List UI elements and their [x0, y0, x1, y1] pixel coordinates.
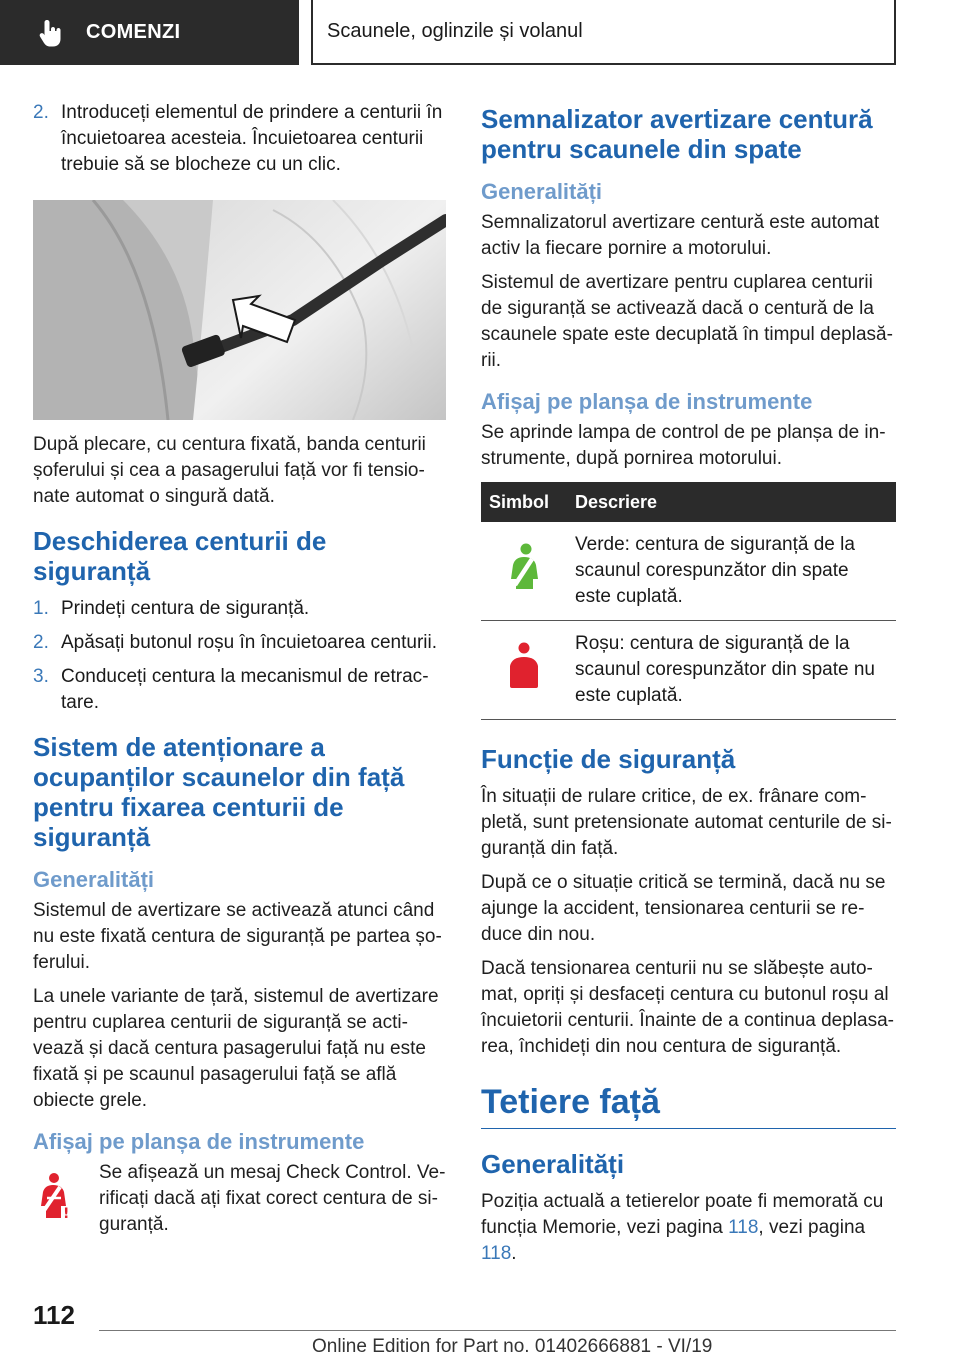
symbol-cell	[481, 522, 567, 621]
body-text: Dacă tensionarea centurii nu se slăbește automat, opriți și desfaceți centura cu butonul roșu al încuietorii centurii. Înainte de a continua deplasarea, închideți din nou centura de siguranță.	[481, 958, 894, 1057]
heading-front-seat-warning: Sistem de atenționare a ocupanților scaunelor din față pentru fixarea centurii de siguranță	[33, 732, 405, 852]
list-number: 2.	[33, 102, 49, 123]
body-text: La unele variante de țară, sistemul de avertizare pentru cuplarea centurii de siguranță se activează și dacă centura pasagerului față nu este fixată și pe scaunul pasagerului față se află obiecte grele.	[33, 986, 439, 1111]
description-cell: Verde: centura de siguranță de la scaunul corespunzător din spate este cuplată.	[567, 522, 896, 621]
list-text: Apăsați butonul roșu în încuietoarea centurii.	[61, 632, 438, 653]
description-cell: Roșu: centura de siguranță de la scaunul corespunzător din spate nu este cuplată.	[567, 621, 896, 720]
column-header-symbol: Simbol	[481, 482, 567, 522]
body-text: Semnalizatorul avertizare centură este automat activ la fiecare pornire a motorului.	[481, 212, 880, 259]
list-text: Prindeți centura de siguranță.	[61, 598, 310, 619]
body-text: Sistemul de avertizare se activează atunci când nu este fixată centura de siguranță pe partea șoferului.	[33, 900, 442, 973]
seatbelt-buckled-icon	[504, 575, 544, 596]
section-label: COMENZI	[86, 21, 181, 43]
table-header-row	[481, 482, 896, 522]
page-link[interactable]: 118	[728, 1217, 759, 1238]
heading-rear-seat-warning: Semnalizator avertizare centură pentru scaunele din spate	[481, 104, 873, 164]
subheading-general: Generalități	[33, 867, 155, 892]
svg-text:!: !	[63, 1206, 70, 1222]
list-text: Conduceți centura la mecanismul de retractare.	[61, 666, 429, 713]
subheading-general: Generalități	[481, 1149, 625, 1179]
right-column	[481, 100, 896, 1275]
hand-touch-icon	[36, 18, 66, 48]
body-text: După ce o situație critică se termină, dacă nu se ajunge la accident, tensionarea centurii se reduce din nou.	[481, 872, 886, 945]
left-column	[33, 100, 446, 1246]
subheading-general: Generalități	[481, 179, 603, 204]
symbol-table	[481, 482, 896, 720]
body-text: După plecare, cu centura fixată, banda centurii șoferului și cea a pasagerului față vor fi tensionate automat o singură dată.	[33, 434, 426, 507]
text-run: , vezi pagina	[758, 1217, 866, 1238]
column-header-description: Descriere	[567, 482, 896, 522]
page-link[interactable]: 118	[481, 1243, 512, 1264]
footer-divider	[99, 1330, 896, 1331]
list-number: 1.	[33, 598, 49, 619]
list-item	[33, 630, 446, 656]
text-run: .	[511, 1243, 517, 1264]
table-row	[481, 522, 896, 621]
heading-safety-function: Funcție de siguranță	[481, 744, 736, 774]
body-text: Se aprinde lampa de control de pe planșa de instrumente, după pornirea motorului.	[481, 422, 886, 469]
symbol-cell	[481, 621, 567, 720]
seatbelt-buckle-photo	[33, 200, 446, 420]
text-run: Poziția actuală a tetierelor poate fi memorată cu funcția Memorie, vezi pagina	[481, 1191, 884, 1238]
body-text: În situații de rulare critice, de ex. frânare completă, sunt pretensionate automat centurile de siguranță din față.	[481, 786, 892, 859]
section-tab[interactable]	[0, 0, 299, 65]
page-number: 112	[33, 1300, 75, 1330]
list-item	[33, 596, 446, 622]
heading-unbuckle: Deschiderea centurii de siguranță	[33, 526, 327, 586]
list-number: 2.	[33, 632, 49, 653]
seatbelt-unbuckled-icon	[504, 674, 544, 695]
edition-text: Online Edition for Part no. 01402666881 - VI/19	[312, 1336, 713, 1357]
body-text	[481, 1189, 896, 1267]
subheading-display: Afișaj pe planșa de instrumente	[33, 1129, 365, 1154]
subheading-display: Afișaj pe planșa de instrumente	[481, 389, 813, 414]
list-item	[33, 100, 446, 178]
body-text: Se afișează un mesaj Check Control. Verificați dacă ați fixat corect centura de siguranță.	[99, 1162, 446, 1235]
chapter-title: Scaunele, oglinzile și volanul	[327, 20, 583, 42]
check-control-note	[33, 1160, 446, 1246]
list-text: Introduceți elementul de prindere a centurii în încuietoarea acesteia. Încuietoarea centurii trebuie să se blocheze cu un clic.	[61, 102, 443, 175]
body-text: Sistemul de avertizare pentru cuplarea centurii de siguranță se activează dacă o centură de la scaunele spate este decuplată în timpul deplasării.	[481, 272, 893, 371]
heading-front-headrests: Tetiere față	[481, 1082, 896, 1129]
table-row	[481, 621, 896, 720]
seatbelt-warning-icon	[33, 1160, 99, 1246]
list-item	[33, 664, 446, 716]
chapter-header	[311, 0, 896, 65]
list-number: 3.	[33, 666, 49, 687]
